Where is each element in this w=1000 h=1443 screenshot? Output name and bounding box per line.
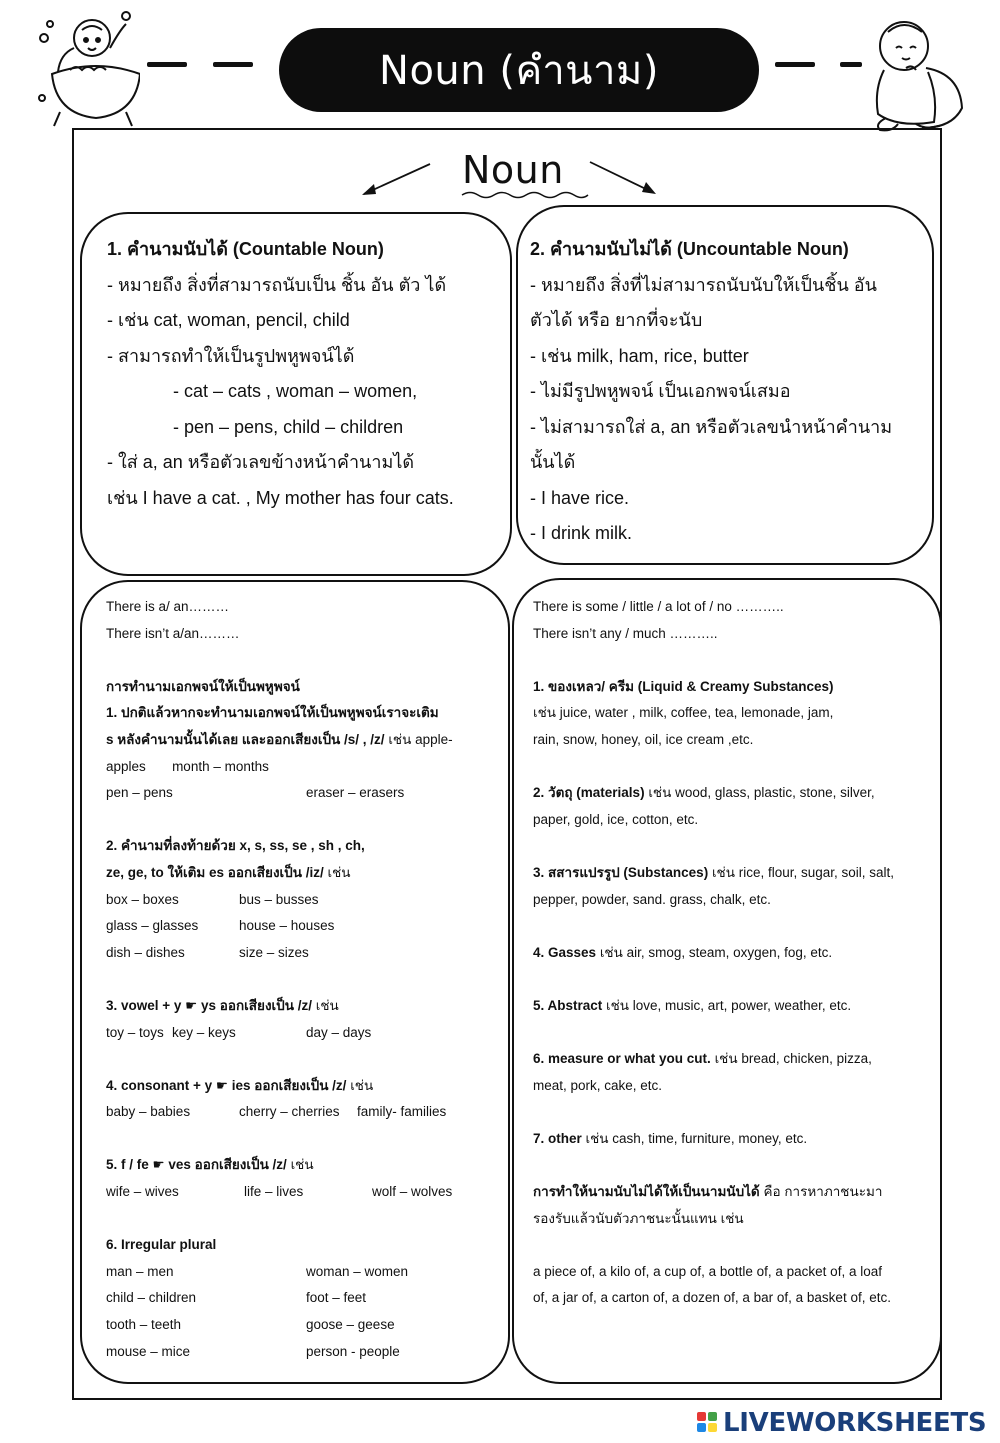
- type-7-bold: 7. other: [533, 1130, 582, 1146]
- header-dash: [775, 62, 815, 67]
- right-arrow-icon: [588, 158, 660, 198]
- rule1-example: [106, 780, 506, 807]
- rule2-example: [106, 940, 506, 967]
- heading-underline: [460, 188, 590, 202]
- type-5-heading: [533, 993, 938, 1020]
- uncountable-line: - เช่น milk, ham, rice, butter: [530, 345, 749, 366]
- rule3-example: [106, 1020, 506, 1047]
- rule3-heading: [106, 993, 506, 1020]
- rule1-example: [106, 754, 506, 781]
- example-word: cherry – cherries: [239, 1104, 340, 1120]
- countable-line: - เช่น cat, woman, pencil, child: [107, 310, 350, 330]
- uncountable-types-content: [533, 594, 938, 1312]
- example-word: wolf – wolves: [372, 1184, 453, 1200]
- there-isnt-any-text: There isn’t any / much ………..: [533, 625, 718, 641]
- rule5-heading: [106, 1152, 506, 1179]
- convert-line2: รองรับแล้วนับตัวภาชนะนั้นแทน เช่น: [533, 1210, 744, 1226]
- type-3-bold: 3. สสารแปรรูป (Substances): [533, 864, 709, 880]
- type-3-line: pepper, powder, sand. grass, chalk, etc.: [533, 891, 771, 907]
- rule1-line2: [106, 727, 506, 754]
- rule2-line2-rest: เช่น: [323, 864, 351, 880]
- rule6-example: [106, 1259, 506, 1286]
- center-heading: Noun: [462, 148, 564, 192]
- rule1-line2-rest: เช่น apple-: [384, 731, 453, 747]
- plural-heading: การทำนามเอกพจน์ให้เป็นพหูพจน์: [106, 678, 300, 694]
- type-1-line: rain, snow, honey, oil, ice cream ,etc.: [533, 731, 754, 747]
- rule4-rest: เช่น: [346, 1077, 374, 1093]
- rule3-rest: เช่น: [311, 997, 339, 1013]
- example-word: glass – glasses: [106, 918, 199, 934]
- type-7-heading: [533, 1126, 938, 1153]
- uncountable-line: นั้นได้: [530, 452, 576, 472]
- type-2-heading: [533, 780, 938, 807]
- rule1-line2-bold: s หลังคำนามนั้นได้เลย และออกเสียงเป็น /s/ , /z/: [106, 731, 385, 747]
- type-3-heading: [533, 860, 938, 887]
- plural-rules-content: [106, 594, 506, 1365]
- type-5-rest: เช่น love, music, art, power, weather, etc.: [602, 997, 852, 1013]
- there-is-text: There is a/ an………: [106, 599, 230, 614]
- rule4-heading: [106, 1073, 506, 1100]
- example-word: dish – dishes: [106, 944, 185, 960]
- header-dash: [147, 62, 187, 67]
- countable-line: - สามารถทำให้เป็นรูปพหูพจน์ได้: [107, 345, 355, 366]
- baby-bath-illustration: [30, 8, 140, 136]
- example-word: house – houses: [239, 918, 335, 934]
- example-word: woman – women: [306, 1263, 409, 1279]
- containers-line: a piece of, a kilo of, a cup of, a bottle of, a packet of, a loaf: [533, 1263, 882, 1279]
- page-title: [279, 28, 759, 112]
- type-6-rest: เช่น bread, chicken, pizza,: [710, 1051, 872, 1067]
- header-dash: [213, 62, 253, 67]
- example-word: box – boxes: [106, 891, 179, 907]
- example-word: toy – toys: [106, 1024, 164, 1040]
- rule5-bold: 5. f / fe ☛ ves ออกเสียงเป็น /z/: [106, 1157, 287, 1173]
- rule5-rest: เช่น: [286, 1157, 314, 1173]
- rule2-line2: [106, 860, 506, 887]
- rule2-example: [106, 913, 506, 940]
- type-7-rest: เช่น cash, time, furniture, money, etc.: [581, 1130, 808, 1146]
- rule4-example: [106, 1099, 506, 1126]
- type-6-line: meat, pork, cake, etc.: [533, 1077, 663, 1093]
- type-4-heading: [533, 940, 938, 967]
- type-4-rest: เช่น air, smog, steam, oxygen, fog, etc.: [596, 944, 833, 960]
- rule2-line2-bold: ze, ge, to ให้เติม es ออกเสียงเป็น /iz/: [106, 864, 324, 880]
- example-word: man – men: [106, 1263, 174, 1279]
- example-word: month – months: [172, 758, 269, 774]
- type-4-bold: 4. Gasses: [533, 944, 597, 960]
- example-word: wife – wives: [106, 1184, 179, 1200]
- example-word: life – lives: [244, 1184, 304, 1200]
- uncountable-line: - I drink milk.: [530, 523, 633, 543]
- rule3-bold: 3. vowel + y ☛ ys ออกเสียงเป็น /z/: [106, 997, 312, 1013]
- there-isnt-text: There isn’t a/an………: [106, 625, 240, 641]
- uncountable-line: - หมายถึง สิ่งที่ไม่สามารถนับนับให้เป็นชิ้น อัน: [530, 274, 877, 295]
- type-3-rest: เช่น rice, flour, sugar, soil, salt,: [708, 864, 895, 880]
- example-word: family- families: [357, 1104, 447, 1120]
- uncountable-title: 2. คำนามนับไม่ได้ (Uncountable Noun): [530, 239, 849, 259]
- rule2-example: [106, 887, 506, 914]
- uncountable-line: - ไม่มีรูปพหูพจน์ เป็นเอกพจน์เสมอ: [530, 381, 791, 401]
- uncountable-line: - I have rice.: [530, 487, 630, 508]
- uncountable-content: [530, 232, 926, 552]
- example-word: size – sizes: [239, 944, 309, 960]
- example-word: person - people: [306, 1343, 400, 1359]
- type-2-rest: เช่น wood, glass, plastic, stone, silver,: [644, 785, 875, 801]
- countable-line: - pen – pens, child – children: [173, 416, 404, 437]
- example-word: child – children: [106, 1290, 197, 1306]
- example-word: key – keys: [172, 1024, 236, 1040]
- containers-line: of, a jar of, a carton of, a dozen of, a bar of, a basket of, etc.: [533, 1290, 891, 1306]
- convert-heading: [533, 1179, 938, 1206]
- left-arrow-icon: [356, 160, 434, 200]
- page-title-text: Noun (คำนาม): [379, 48, 659, 94]
- convert-rest: คือ การหาภาชนะมา: [759, 1184, 883, 1200]
- example-word: eraser – erasers: [306, 785, 405, 801]
- countable-line: - หมายถึง สิ่งที่สามารถนับเป็น ชิ้น อัน ตัว ได้: [107, 274, 447, 295]
- type-6-heading: [533, 1046, 938, 1073]
- type-1-line: เช่น juice, water , milk, coffee, tea, lemonade, jam,: [533, 705, 834, 721]
- example-word: bus – busses: [239, 891, 319, 907]
- type-5-bold: 5. Abstract: [533, 997, 603, 1013]
- example-word: baby – babies: [106, 1104, 191, 1120]
- example-word: day – days: [306, 1024, 372, 1040]
- example-word: goose – geese: [306, 1317, 395, 1333]
- liveworksheets-brand: LIVEWORKSHEETS: [723, 1408, 987, 1438]
- type-6-bold: 6. measure or what you cut.: [533, 1051, 711, 1067]
- liveworksheets-logo[interactable]: [697, 1407, 986, 1439]
- type-1-heading: 1. ของเหลว/ ครีม (Liquid & Creamy Substances): [533, 678, 834, 694]
- uncountable-line: ตัวได้ หรือ ยากที่จะนับ: [530, 310, 703, 330]
- type-2-line: paper, gold, ice, cotton, etc.: [533, 811, 699, 827]
- example-word: tooth – teeth: [106, 1317, 182, 1333]
- rule6-example: [106, 1285, 506, 1312]
- rule6-heading: 6. Irregular plural: [106, 1237, 217, 1253]
- convert-bold: การทำให้นามนับไม่ได้ให้เป็นนามนับได้: [533, 1184, 760, 1200]
- baby-sitting-illustration: [856, 8, 968, 136]
- rule5-example: [106, 1179, 506, 1206]
- countable-title: 1. คำนามนับได้ (Countable Noun): [107, 239, 384, 259]
- rule2-line1: 2. คำนามที่ลงท้ายด้วย x, s, ss, se , sh , ch,: [106, 838, 365, 854]
- countable-line: - ใส่ a, an หรือตัวเลขข้างหน้าคำนามได้: [107, 452, 415, 472]
- example-word: pen – pens: [106, 785, 173, 801]
- rule4-bold: 4. consonant + y ☛ ies ออกเสียงเป็น /z/: [106, 1077, 347, 1093]
- rule6-example: [106, 1312, 506, 1339]
- rule1-line1: 1. ปกติแล้วหากจะทำนามเอกพจน์ให้เป็นพหูพจน์เราจะเติม: [106, 705, 439, 721]
- countable-line: - cat – cats , woman – women,: [173, 381, 418, 401]
- type-2-bold: 2. วัตถุ (materials): [533, 785, 645, 801]
- example-word: foot – feet: [306, 1290, 367, 1306]
- liveworksheets-logo-icon: [697, 1412, 719, 1434]
- example-word: apples: [106, 758, 146, 774]
- rule6-example: [106, 1339, 506, 1366]
- example-word: mouse – mice: [106, 1343, 191, 1359]
- countable-line: เช่น I have a cat. , My mother has four cats.: [107, 487, 454, 508]
- uncountable-line: - ไม่สามารถใส่ a, an หรือตัวเลขนำหน้าคำนาม: [530, 416, 893, 437]
- there-is-some-text: There is some / little / a lot of / no ………..: [533, 599, 784, 614]
- countable-content: [107, 232, 507, 516]
